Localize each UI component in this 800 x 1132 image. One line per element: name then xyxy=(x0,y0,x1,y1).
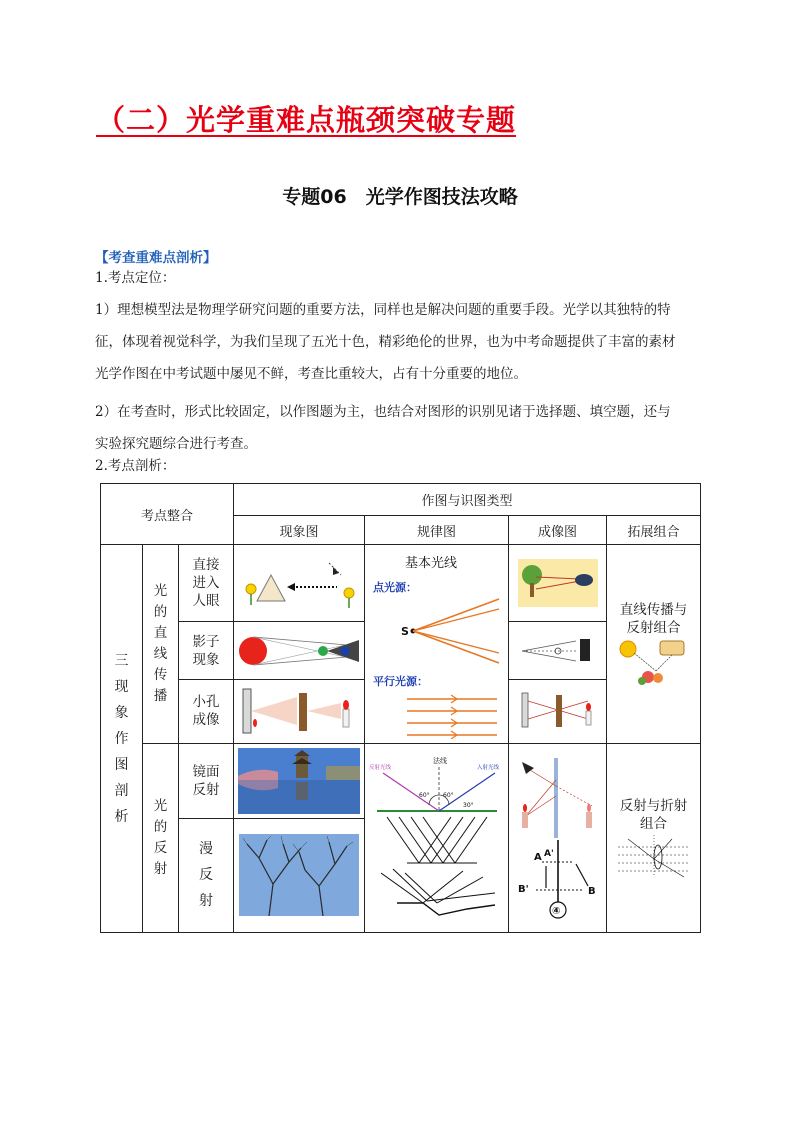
paragraph-2-line-1: 1）理想模型法是物理学研究问题的重要方法，同样也是解决问题的重要手段。光学以其独特的特 xyxy=(95,302,671,318)
fig-diffuse xyxy=(234,818,365,932)
combo-straight-cell xyxy=(607,545,701,743)
law-point-label: 点光源： xyxy=(372,580,417,594)
paragraph-2-line-3: 光学作图在中考试题中屡见不鲜，考查比重较大，占有十分重要的地位。 xyxy=(95,366,527,382)
tree-eye-figure xyxy=(518,559,598,607)
image-A-label: A xyxy=(533,851,542,863)
analysis-table xyxy=(100,483,701,933)
paragraph-3-line-1: 2）在考查时，形式比较固定，以作图题为主，也结合对图形的识别见诸于选择题、填空题，还与 xyxy=(95,404,671,420)
image-B-prime-label: B' xyxy=(517,883,529,895)
paragraph-2 xyxy=(95,294,710,390)
image-A-prime-label: A' xyxy=(543,848,554,859)
image-number: ④ xyxy=(551,905,560,917)
angle-3: 30° xyxy=(462,801,474,809)
col-header-phenomenon: 现象图 xyxy=(234,516,365,545)
reflection-law-figure xyxy=(367,753,507,923)
group-straight-label: 光的直线传播 xyxy=(153,582,168,704)
img-pinhole xyxy=(509,680,607,743)
basic-rays-figure xyxy=(367,549,507,739)
fig-shadow xyxy=(234,622,365,680)
row-label-shadow-cell xyxy=(179,622,234,680)
pinhole-small-figure xyxy=(518,689,598,733)
sun-earth-moon-figure xyxy=(237,626,362,676)
combo-reflect-cell xyxy=(607,743,701,932)
refraction-figure xyxy=(614,833,694,879)
table-corner-cell: 考点整合 xyxy=(101,484,234,545)
eye-flower-figure xyxy=(237,553,362,613)
group-straight-cell xyxy=(143,545,179,743)
tree-branches-photo xyxy=(239,834,359,916)
shadow-rays-figure xyxy=(518,631,598,671)
law-title: 基本光线 xyxy=(404,555,457,571)
normal-label: 法线 xyxy=(432,756,447,765)
row-label-diffuse: 漫反射 xyxy=(199,841,213,910)
type-group-header: 作图与识图类型 xyxy=(234,484,701,516)
img-reflect-cell xyxy=(509,743,607,932)
row-label-direct-eye: 直接进入人眼 xyxy=(192,557,220,610)
image-B-label: B xyxy=(587,885,596,897)
law-s-label: S xyxy=(400,624,409,638)
row-label-pinhole: 小孔成像 xyxy=(192,694,220,729)
col-header-imaging: 成像图 xyxy=(509,516,607,545)
angle-2: 60° xyxy=(442,791,454,799)
law-straight-cell xyxy=(365,545,509,743)
section-heading: 【考查重难点剖析】 xyxy=(95,250,217,266)
combo-reflect-label: 反射与折射组合 xyxy=(619,797,688,832)
row-label-diffuse-cell xyxy=(179,818,234,932)
fig-pinhole xyxy=(234,680,365,743)
paragraph-4: 2.考点剖析： xyxy=(95,458,176,474)
row-label-mirror-cell xyxy=(179,743,234,818)
pinhole-candle-figure xyxy=(237,683,362,739)
paragraph-3-line-2: 实验探究题综合进行考查。 xyxy=(95,436,257,452)
sub-title: 专题06 光学作图技法攻略 xyxy=(282,186,518,208)
img-shadow xyxy=(509,622,607,680)
paragraph-2-line-2: 征，体现着视觉科学，为我们呈现了五光十色，精彩绝伦的世界，也为中考命题提供了丰富的素材 xyxy=(95,334,676,350)
row-label-direct-eye-cell xyxy=(179,545,234,622)
row-label-shadow: 影子现象 xyxy=(192,633,220,668)
category-label: 三现象作图剖析 xyxy=(114,652,129,825)
mirror-image-figure xyxy=(512,756,604,920)
angle-1: 60° xyxy=(418,791,430,799)
row-label-mirror: 镜面反射 xyxy=(192,763,220,798)
category-cell xyxy=(101,545,143,933)
incident-ray-label: 入射光线 xyxy=(476,764,499,771)
fig-mirror xyxy=(234,743,365,818)
law-reflect-cell xyxy=(365,743,509,932)
combo-straight-label: 直线传播与反射组合 xyxy=(619,601,688,636)
group-reflect-label: 光的反射 xyxy=(153,797,168,877)
pagoda-lake-photo xyxy=(238,748,360,814)
fig-direct-eye xyxy=(234,545,365,622)
sun-mirror-figure xyxy=(616,637,692,687)
main-title: （二）光学重难点瓶颈突破专题 xyxy=(96,103,517,137)
reflect-ray-label: 反射光线 xyxy=(368,764,391,771)
col-header-law: 规律图 xyxy=(365,516,509,545)
col-header-extension: 拓展组合 xyxy=(607,516,701,545)
law-parallel-label: 平行光源： xyxy=(372,674,428,688)
row-label-pinhole-cell xyxy=(179,680,234,743)
paragraph-1: 1.考点定位： xyxy=(95,270,176,286)
group-reflect-cell xyxy=(143,743,179,932)
img-direct-eye xyxy=(509,545,607,622)
